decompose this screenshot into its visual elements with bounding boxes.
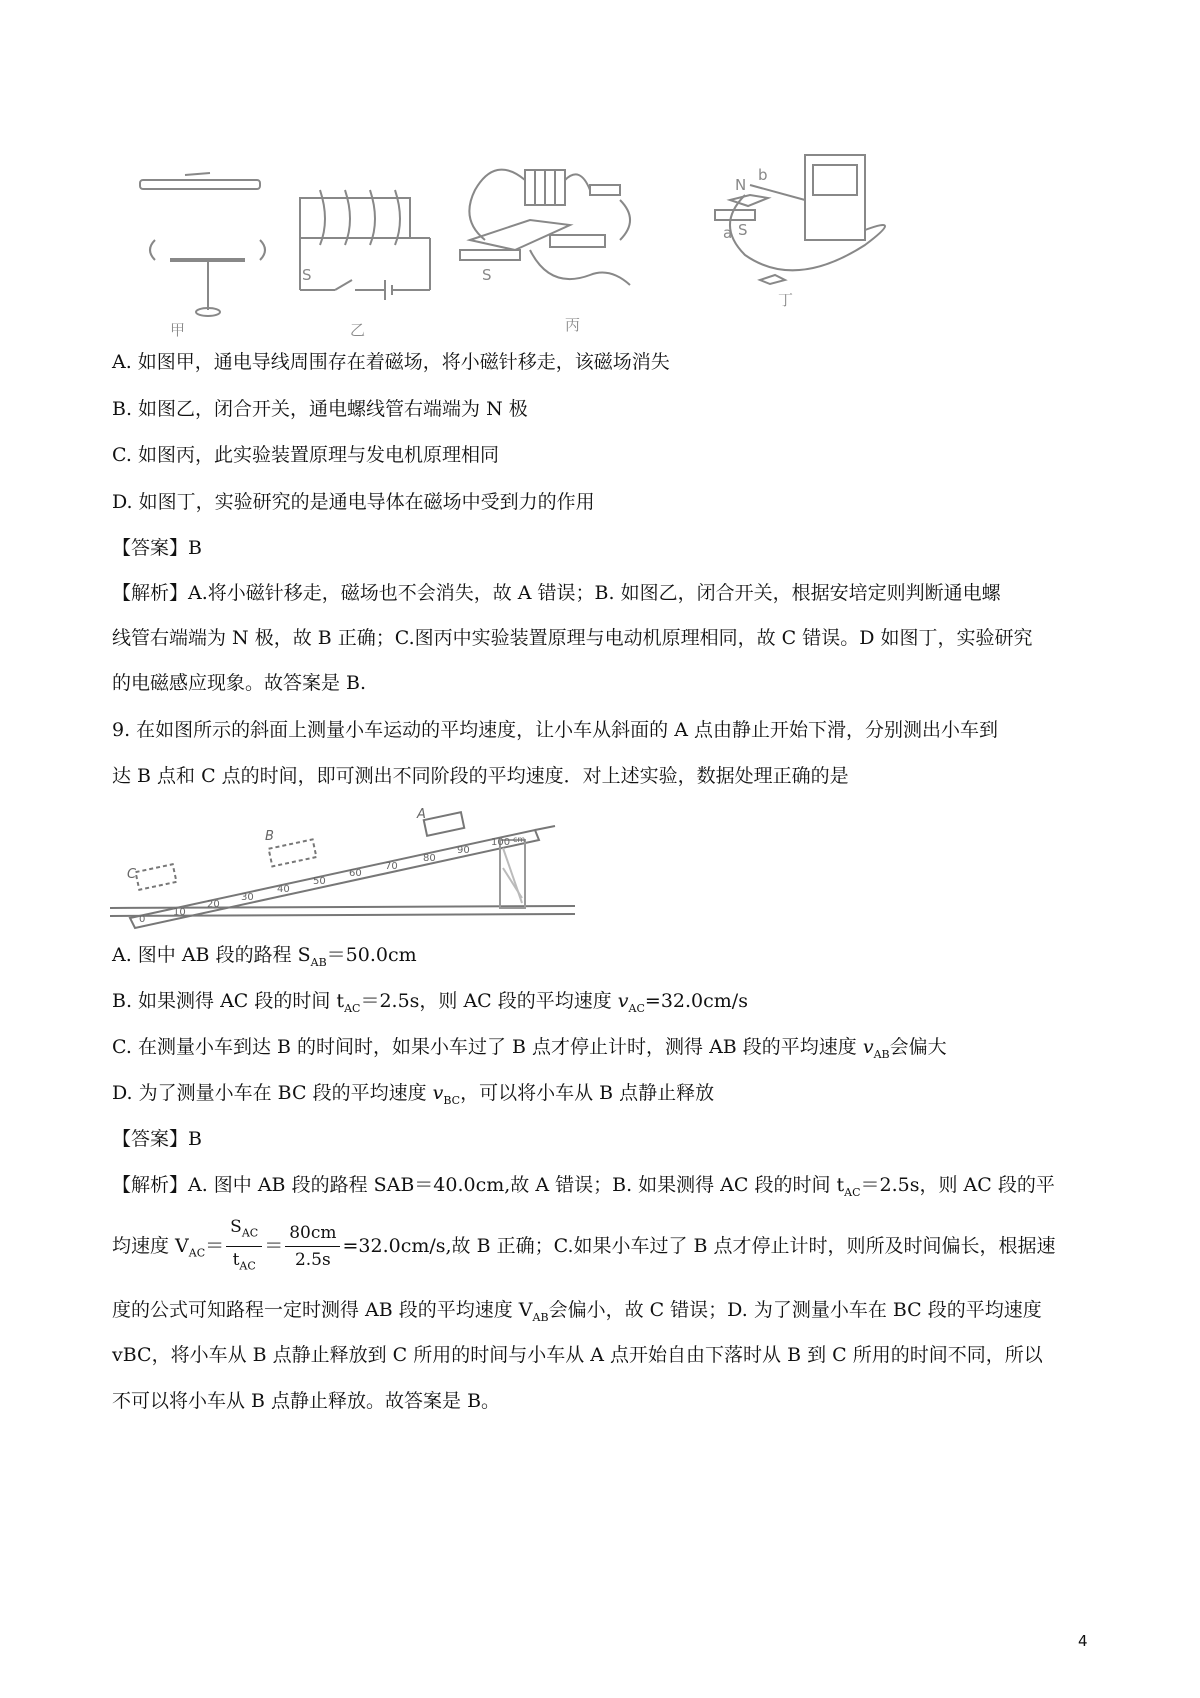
q9-an2-eq: ＝: [205, 1234, 225, 1257]
q9-option-a: [112, 941, 417, 977]
q9-option-a-text: A. 图中 AB 段的路程 S: [112, 944, 311, 966]
figure-label-a: a: [723, 224, 733, 242]
figure-label-s-bing: S: [482, 266, 492, 284]
label-a: A: [417, 808, 426, 822]
q9-analysis-line-2: [112, 1214, 1056, 1280]
q8-option-c: C. 如图丙，此实验装置原理与发电机原理相同: [112, 444, 499, 466]
q8-analysis-line-1: 【解析】A.将小磁针移走，磁场也不会消失，故 A 错误；B. 如图乙，闭合开关，根据安培定则判断通电螺: [112, 582, 1001, 604]
q9-option-b-sub1: AC: [344, 1001, 361, 1015]
q9-option-c-v: v: [862, 1036, 874, 1058]
q9-option-c-tail: 会偏大: [889, 1036, 947, 1058]
q9-option-c-sub: AB: [873, 1047, 890, 1061]
ruler-ticks: [139, 835, 525, 925]
tick-40: 40: [277, 884, 290, 895]
q9-option-b-v: v: [617, 990, 629, 1012]
fraction-s-over-t: [226, 1214, 262, 1280]
q9-an1-sub: AC: [844, 1185, 861, 1199]
q9-stem-line-1: 9. 在如图所示的斜面上测量小车运动的平均速度，让小车从斜面的 A 点由静止开始下滑，分别测出小车到: [112, 719, 998, 741]
figure-electromagnetism-experiments: [130, 140, 930, 340]
q9-option-d-v: v: [432, 1082, 444, 1104]
frac2-num: 80cm: [285, 1220, 340, 1247]
q9-an3-text: 度的公式可知路程一定时测得 AB 段的平均速度 V: [112, 1299, 533, 1321]
q9-analysis-line-3: [112, 1296, 1042, 1332]
q9-option-a-sub: AB: [310, 955, 327, 969]
q9-option-c: [112, 1033, 947, 1069]
q8-option-a: A. 如图甲，通电导线周围存在着磁场，将小磁针移走，该磁场消失: [112, 351, 670, 373]
figure-label-s-ding: S: [738, 221, 748, 239]
q9-option-b-mid: ＝2.5s，则 AC 段的平均速度: [360, 990, 618, 1012]
frac1-num-sub: AC: [241, 1226, 259, 1240]
q9-an2-sub: AC: [188, 1246, 206, 1260]
frac1-den: t: [232, 1250, 240, 1271]
q8-analysis-line-3: 的电磁感应现象。故答案是 B.: [112, 672, 367, 694]
tick-10: 10: [173, 907, 186, 918]
figure-label-b: b: [758, 166, 768, 184]
tick-20: 20: [207, 899, 220, 910]
q9-an2-eq2: ＝: [264, 1234, 284, 1257]
q9-an2-tail: =32.0cm/s,故 B 正确；C.如果小车过了 B 点才停止计时，则所及时间偏长，根据速: [342, 1234, 1056, 1257]
label-c: C: [127, 867, 137, 882]
figure-jia: [140, 173, 265, 316]
fraction-80-over-25: [285, 1220, 340, 1273]
q8-analysis-line-2: 线管右端端为 N 极，故 B 正确；C.图丙中实验装置原理与电动机原理相同，故 C 错误。D 如图丁，实验研究: [112, 627, 1033, 649]
q9-option-b-text: B. 如果测得 AC 段的时间 t: [112, 990, 345, 1012]
q9-an1-tail: ＝2.5s，则 AC 段的平: [860, 1174, 1055, 1196]
q9-an1-text: 【解析】A. 图中 AB 段的路程 SAB＝40.0cm,故 A 错误；B. 如果测得 AC 段的时间 t: [112, 1174, 845, 1196]
figure-label-n: N: [735, 176, 747, 194]
figure-ding: [715, 155, 885, 284]
figure-yi: [300, 190, 430, 300]
caption-yi: 乙: [350, 321, 366, 339]
caption-bing: 丙: [565, 316, 581, 334]
tick-90: 90: [457, 845, 470, 856]
q9-option-d-sub: BC: [443, 1093, 461, 1107]
frac1-den-sub: AC: [239, 1259, 256, 1273]
page-number: 4: [1078, 1632, 1088, 1650]
tick-70: 70: [385, 861, 398, 872]
q9-option-d-tail: ，可以将小车从 B 点静止释放: [460, 1082, 715, 1104]
tick-0: 0: [139, 914, 146, 925]
tick-100: 100: [491, 837, 511, 848]
q9-analysis-line-5: 不可以将小车从 B 点静止释放。故答案是 B。: [112, 1390, 501, 1412]
q9-an2-text: 均速度 V: [112, 1234, 189, 1257]
ruler-unit: cm: [513, 835, 526, 844]
figure-label-s: S: [302, 266, 312, 284]
q9-answer: 【答案】B: [112, 1128, 202, 1150]
q9-an3-tail: 会偏小，故 C 错误；D. 为了测量小车在 BC 段的平均速度: [548, 1299, 1042, 1321]
caption-ding: 丁: [778, 291, 794, 309]
q9-option-b-value: =32.0cm/s: [644, 990, 748, 1012]
q9-option-c-text: C. 在测量小车到达 B 的时间时，如果小车过了 B 点才停止计时，测得 AB 段的平均速度: [112, 1036, 863, 1058]
q8-option-d: D. 如图丁，实验研究的是通电导体在磁场中受到力的作用: [112, 491, 595, 513]
tick-50: 50: [313, 876, 326, 887]
frac2-den: 2.5s: [294, 1250, 331, 1271]
q9-an3-sub: AB: [532, 1310, 549, 1324]
q8-answer: 【答案】B: [112, 537, 202, 559]
q9-option-b-sub2: AC: [628, 1001, 645, 1015]
q9-option-b: [112, 987, 748, 1023]
q8-option-b: B. 如图乙，闭合开关，通电螺线管右端端为 N 极: [112, 398, 528, 420]
q9-option-a-value: ＝50.0cm: [326, 944, 417, 966]
q9-option-d: [112, 1079, 714, 1115]
q9-stem-line-2: 达 B 点和 C 点的时间，即可测出不同阶段的平均速度．对上述实验，数据处理正确的是: [112, 765, 849, 787]
q9-analysis-line-1: [112, 1171, 1055, 1207]
frac1-num: S: [230, 1217, 242, 1237]
q9-option-d-text: D. 为了测量小车在 BC 段的平均速度: [112, 1082, 433, 1104]
q9-analysis-line-4: vBC，将小车从 B 点静止释放到 C 所用的时间与小车从 A 点开始自由下落时从 B 到 C 所用的时间不同，所以: [112, 1344, 1043, 1366]
tick-60: 60: [349, 868, 362, 879]
tick-80: 80: [423, 853, 436, 864]
figure-inclined-plane: [105, 808, 585, 938]
tick-30: 30: [241, 892, 254, 903]
caption-jia: 甲: [170, 321, 186, 339]
label-b: B: [265, 829, 274, 844]
